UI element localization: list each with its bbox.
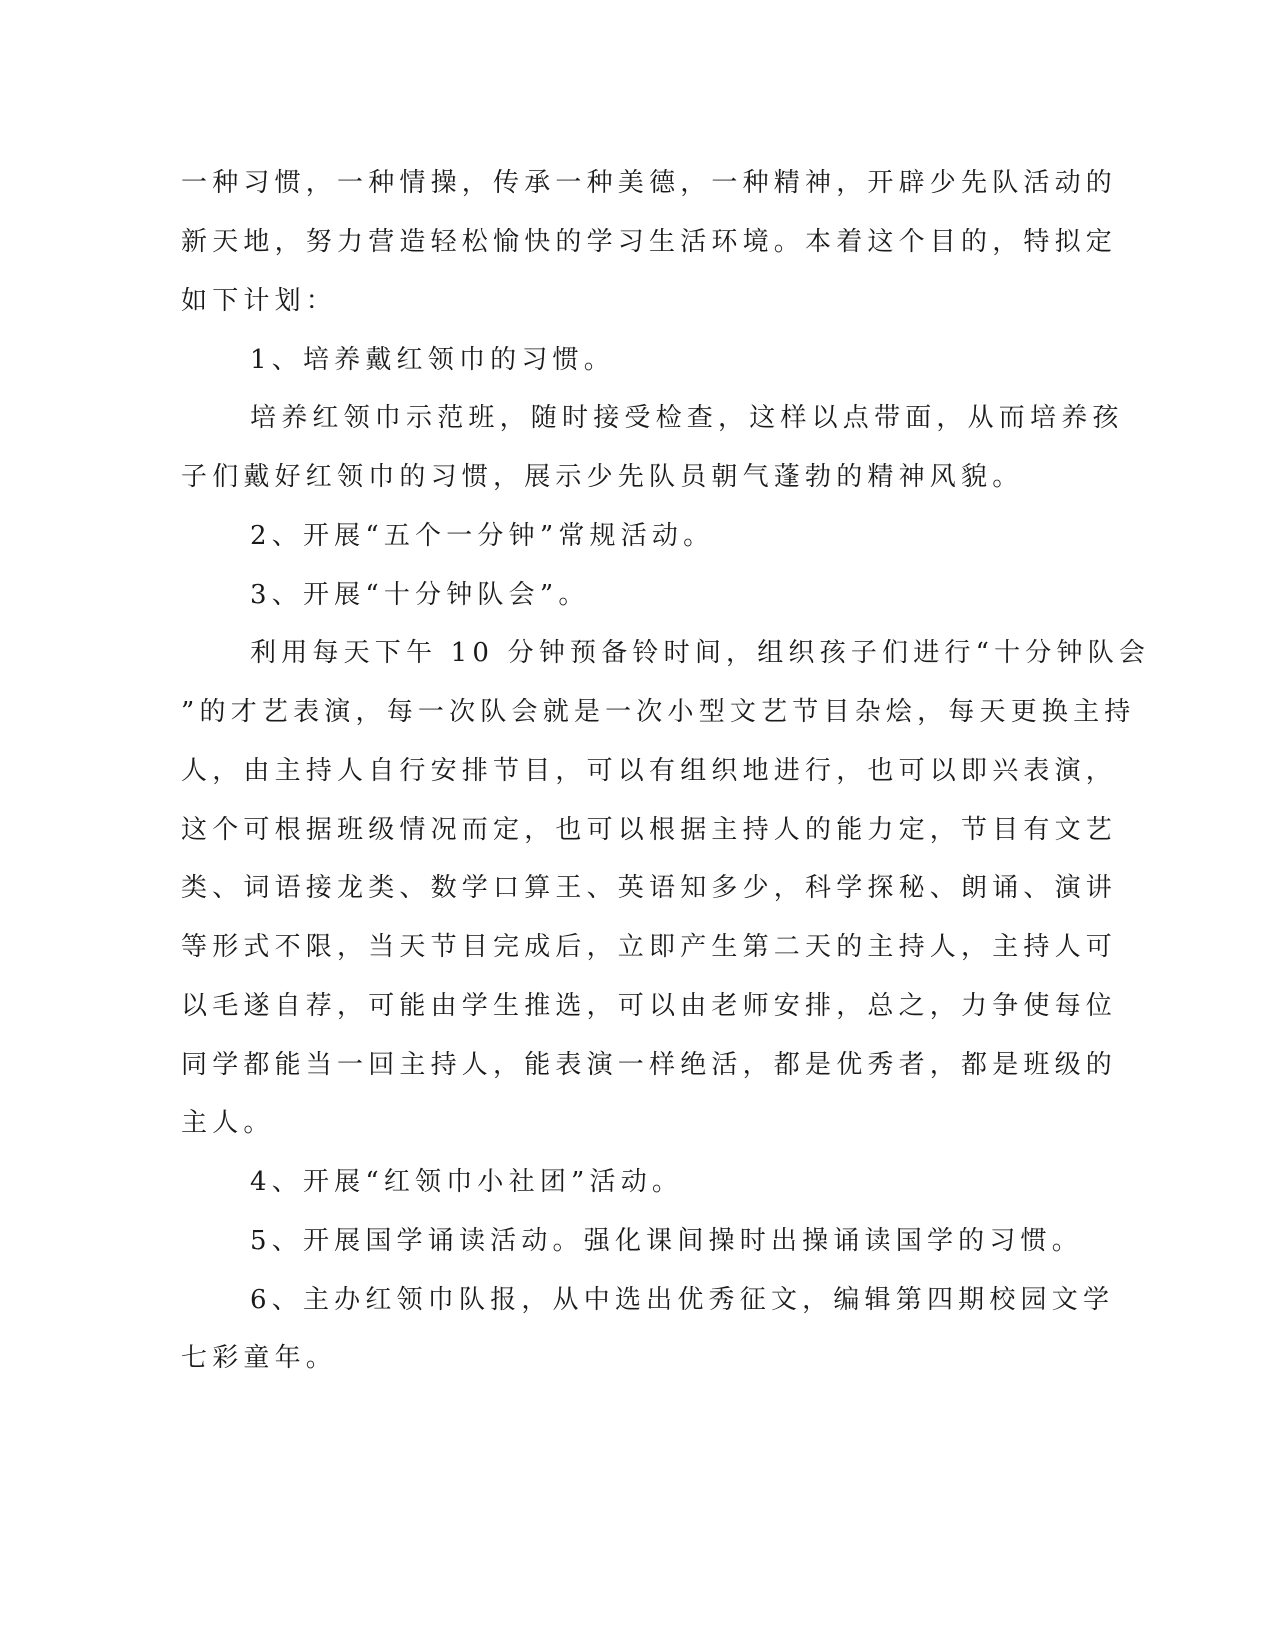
text-line: 如下计划： <box>181 286 338 316</box>
list-item-heading: 5、开展国学诵读活动。强化课间操时出操诵读国学的习惯。 <box>250 1226 1083 1256</box>
list-item-heading: 1、培养戴红领巾的习惯。 <box>250 345 615 375</box>
text-line: 这个可根据班级情况而定，也可以根据主持人的能力定，节目有文艺 <box>181 815 1118 845</box>
text-line: 以毛遂自荐，可能由学生推选，可以由老师安排，总之，力争使每位 <box>181 991 1118 1021</box>
list-item-heading: 2、开展“五个一分钟”常规活动。 <box>250 521 715 551</box>
text-line: 等形式不限，当天节目完成后，立即产生第二天的主持人，主持人可 <box>181 932 1118 962</box>
text-line: 利用每天下午 10 分钟预备铃时间，组织孩子们进行“十分钟队会 <box>250 638 1151 668</box>
text-line: 主人。 <box>181 1108 275 1138</box>
list-item-heading: 3、开展“十分钟队会”。 <box>250 580 590 610</box>
text-line: 培养红领巾示范班，随时接受检查，这样以点带面，从而培养孩 <box>250 403 1124 433</box>
list-item-heading: 4、开展“红领巾小社团”活动。 <box>250 1167 684 1197</box>
text-line: 子们戴好红领巾的习惯，展示少先队员朝气蓬勃的精神风貌。 <box>181 462 1024 492</box>
text-line: ”的才艺表演，每一次队会就是一次小型文艺节目杂烩，每天更换主持 <box>181 697 1136 727</box>
text-line: 同学都能当一回主持人，能表演一样绝活，都是优秀者，都是班级的 <box>181 1050 1118 1080</box>
text-line: 一种习惯，一种情操，传承一种美德，一种精神，开辟少先队活动的 <box>181 168 1118 198</box>
text-line: 新天地，努力营造轻松愉快的学习生活环境。本着这个目的，特拟定 <box>181 227 1118 257</box>
text-line: 七彩童年。 <box>181 1343 338 1373</box>
text-line: 类、词语接龙类、数学口算王、英语知多少，科学探秘、朗诵、演讲 <box>181 873 1118 903</box>
text-line: 人，由主持人自行安排节目，可以有组织地进行，也可以即兴表演， <box>181 756 1118 786</box>
list-item-heading: 6、主办红领巾队报，从中选出优秀征文，编辑第四期校园文学 <box>250 1285 1115 1315</box>
